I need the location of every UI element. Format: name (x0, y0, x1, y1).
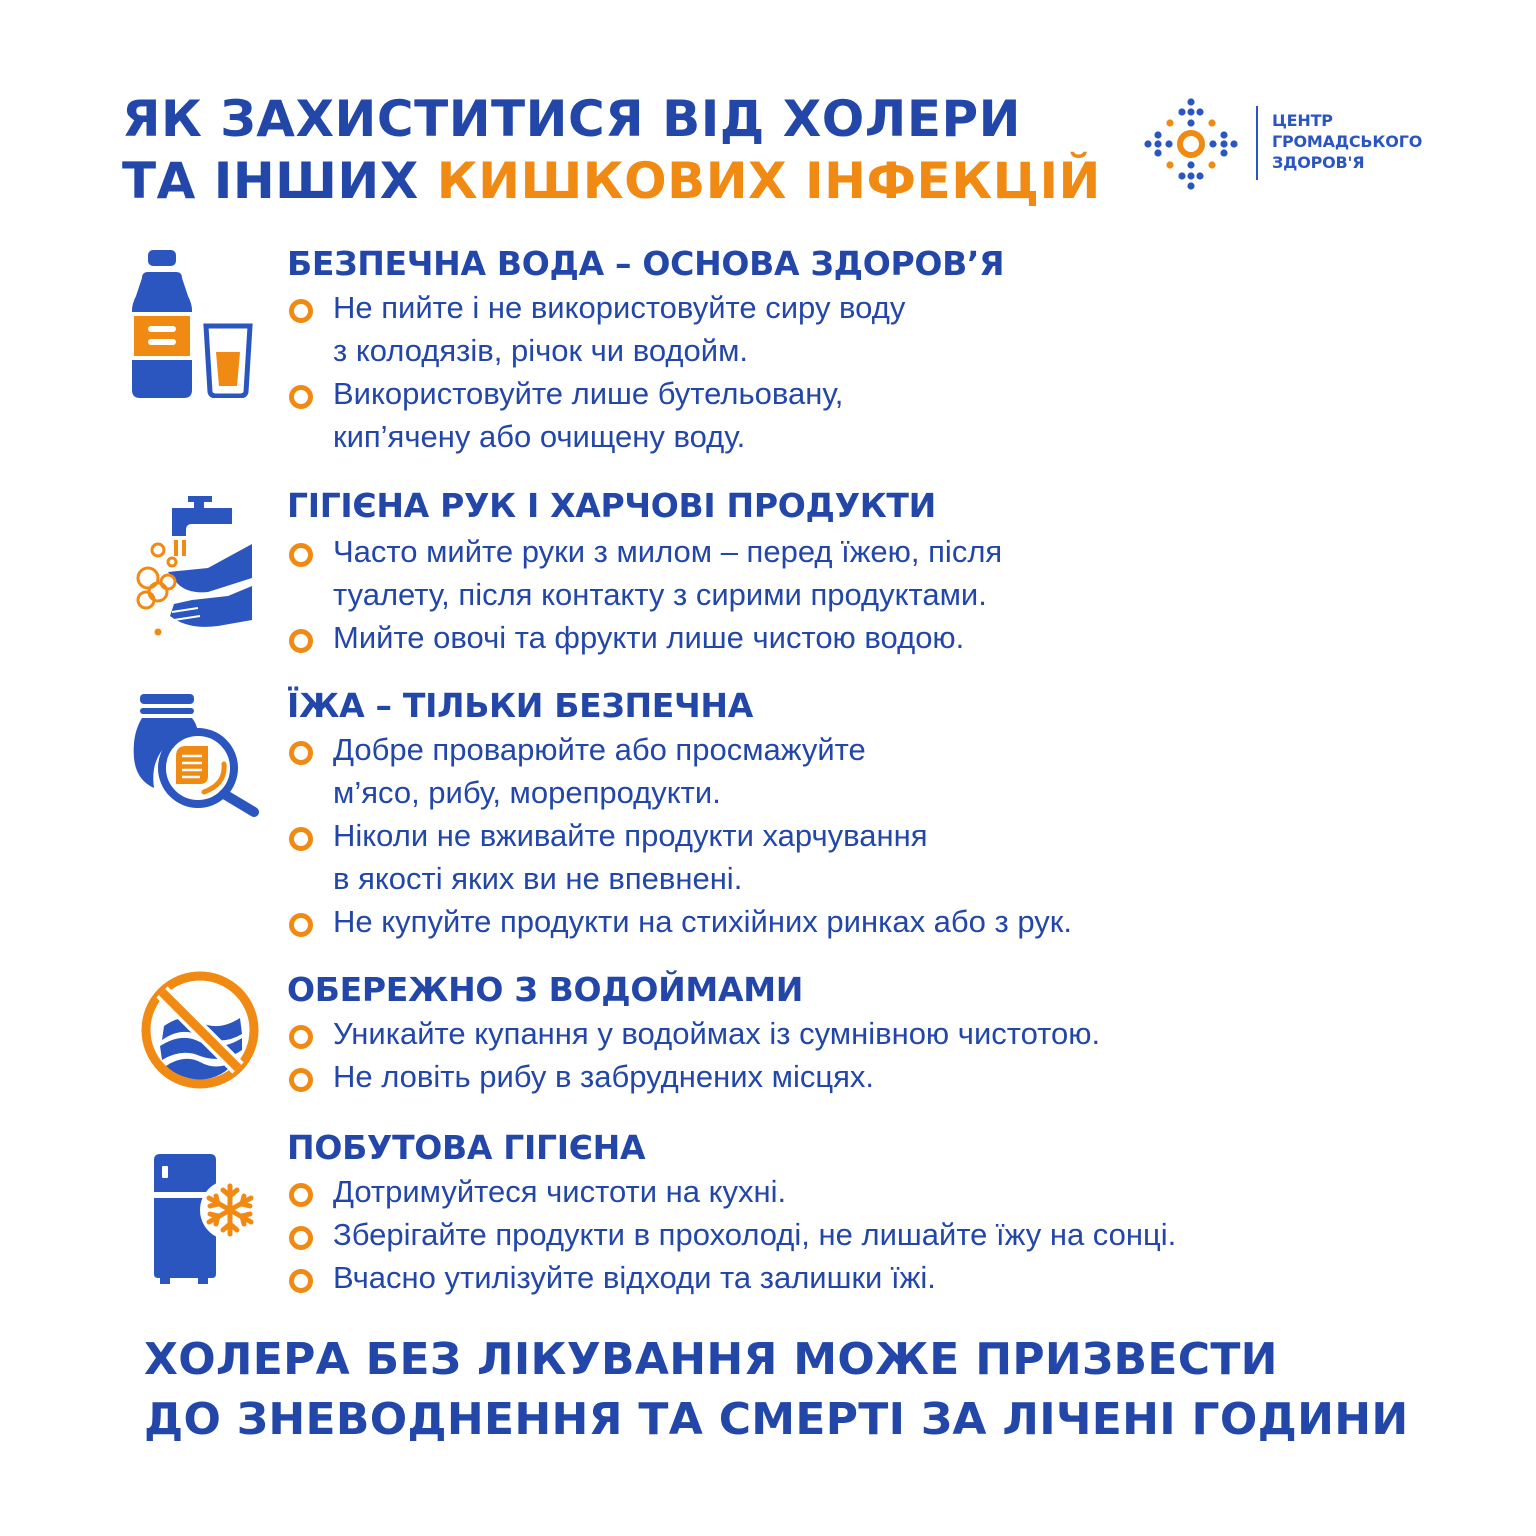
bullet-icon (289, 1269, 313, 1293)
list-item-text: Ніколи не вживайте продукти харчування (333, 818, 928, 853)
public-health-center-logo (1142, 96, 1432, 196)
bullet-icon (289, 1025, 313, 1049)
list-item-text: в якості яких ви не впевнені. (333, 861, 743, 896)
logo-text (1272, 110, 1422, 173)
fridge-snowflake-icon (148, 1152, 263, 1287)
page-title (122, 88, 1101, 212)
list-item (287, 530, 1002, 616)
list-item (287, 1256, 1176, 1299)
list-item-text: Добре проварюйте або просмажуйте (333, 732, 866, 767)
list-item-text: Вчасно утилізуйте відходи та залишки їжі. (333, 1260, 936, 1295)
list-item (287, 1012, 1100, 1055)
list-item (287, 616, 1002, 659)
section-heading: ПОБУТОВА ГІГІЄНА (287, 1128, 646, 1167)
logo-line-2: ГРОМАДСЬКОГО (1272, 132, 1423, 151)
title-line-2-blue: ТА ІНШИХ (122, 152, 437, 210)
section-heading: БЕЗПЕЧНА ВОДА – ОСНОВА ЗДОРОВ’Я (287, 244, 1005, 283)
section-heading: ОБЕРЕЖНО З ВОДОЙМАМИ (287, 970, 804, 1009)
list-item (287, 728, 1072, 814)
bullet-icon (289, 913, 313, 937)
water-bottle-glass-icon (128, 248, 258, 398)
list-item-text: кип’ячену або очищену воду. (333, 419, 746, 454)
list-item-text: Використовуйте лише бутельовану, (333, 376, 844, 411)
list-item (287, 286, 905, 372)
list-item-text: туалету, після контакту з сирими продуктами. (333, 577, 987, 612)
list-item (287, 1213, 1176, 1256)
list-item-text: Дотримуйтеся чистоти на кухні. (333, 1174, 787, 1209)
bullet-list (287, 530, 1002, 659)
list-item-text: з колодязів, річок чи водойм. (333, 333, 748, 368)
bullet-icon (289, 543, 313, 567)
bullet-icon (289, 827, 313, 851)
footer-line-1: ХОЛЕРА БЕЗ ЛІКУВАННЯ МОЖЕ ПРИЗВЕСТИ (144, 1334, 1278, 1385)
title-line-2-orange: КИШКОВИХ ІНФЕКЦІЙ (436, 152, 1101, 210)
bullet-list (287, 1012, 1100, 1098)
bullet-list (287, 728, 1072, 943)
footer-line-2: ДО ЗНЕВОДНЕННЯ ТА СМЕРТІ ЗА ЛІЧЕНІ ГОДИНИ (144, 1394, 1409, 1445)
bullet-icon (289, 299, 313, 323)
no-swimming-water-icon (138, 968, 263, 1093)
list-item-text: Уникайте купання у водоймах із сумнівною чистотою. (333, 1016, 1101, 1051)
bullet-icon (289, 1068, 313, 1092)
public-health-center-dots-icon (1142, 96, 1242, 196)
bullet-icon (289, 741, 313, 765)
title-line-2 (122, 150, 1101, 212)
hand-washing-icon (128, 488, 258, 638)
list-item-text: Не ловіть рибу в забруднених місцях. (333, 1059, 874, 1094)
list-item-text: Не купуйте продукти на стихійних ринках або з рук. (333, 904, 1072, 939)
bullet-list (287, 1170, 1176, 1299)
food-jar-magnifier-icon (128, 688, 273, 818)
list-item (287, 1055, 1100, 1098)
list-item (287, 1170, 1176, 1213)
bullet-list (287, 286, 905, 458)
logo-divider (1256, 106, 1258, 180)
list-item (287, 900, 1072, 943)
list-item-text: Не пийте і не використовуйте сиру воду (333, 290, 906, 325)
list-item (287, 814, 1072, 900)
section-heading: ГІГІЄНА РУК І ХАРЧОВІ ПРОДУКТИ (287, 486, 936, 525)
list-item-text: м’ясо, рибу, морепродукти. (333, 775, 721, 810)
bullet-icon (289, 385, 313, 409)
logo-line-3: ЗДОРОВ'Я (1272, 153, 1365, 172)
list-item-text: Мийте овочі та фрукти лише чистою водою. (333, 620, 965, 655)
title-line-1: ЯК ЗАХИСТИТИСЯ ВІД ХОЛЕРИ (122, 90, 1021, 148)
footer-warning (144, 1330, 1408, 1450)
section-heading: ЇЖА – ТІЛЬКИ БЕЗПЕЧНА (287, 686, 753, 725)
list-item (287, 372, 905, 458)
list-item-text: Часто мийте руки з милом – перед їжею, після (333, 534, 1003, 569)
bullet-icon (289, 629, 313, 653)
bullet-icon (289, 1183, 313, 1207)
logo-line-1: ЦЕНТР (1272, 111, 1333, 130)
bullet-icon (289, 1226, 313, 1250)
list-item-text: Зберігайте продукти в прохолоді, не лишайте їжу на сонці. (333, 1217, 1177, 1252)
